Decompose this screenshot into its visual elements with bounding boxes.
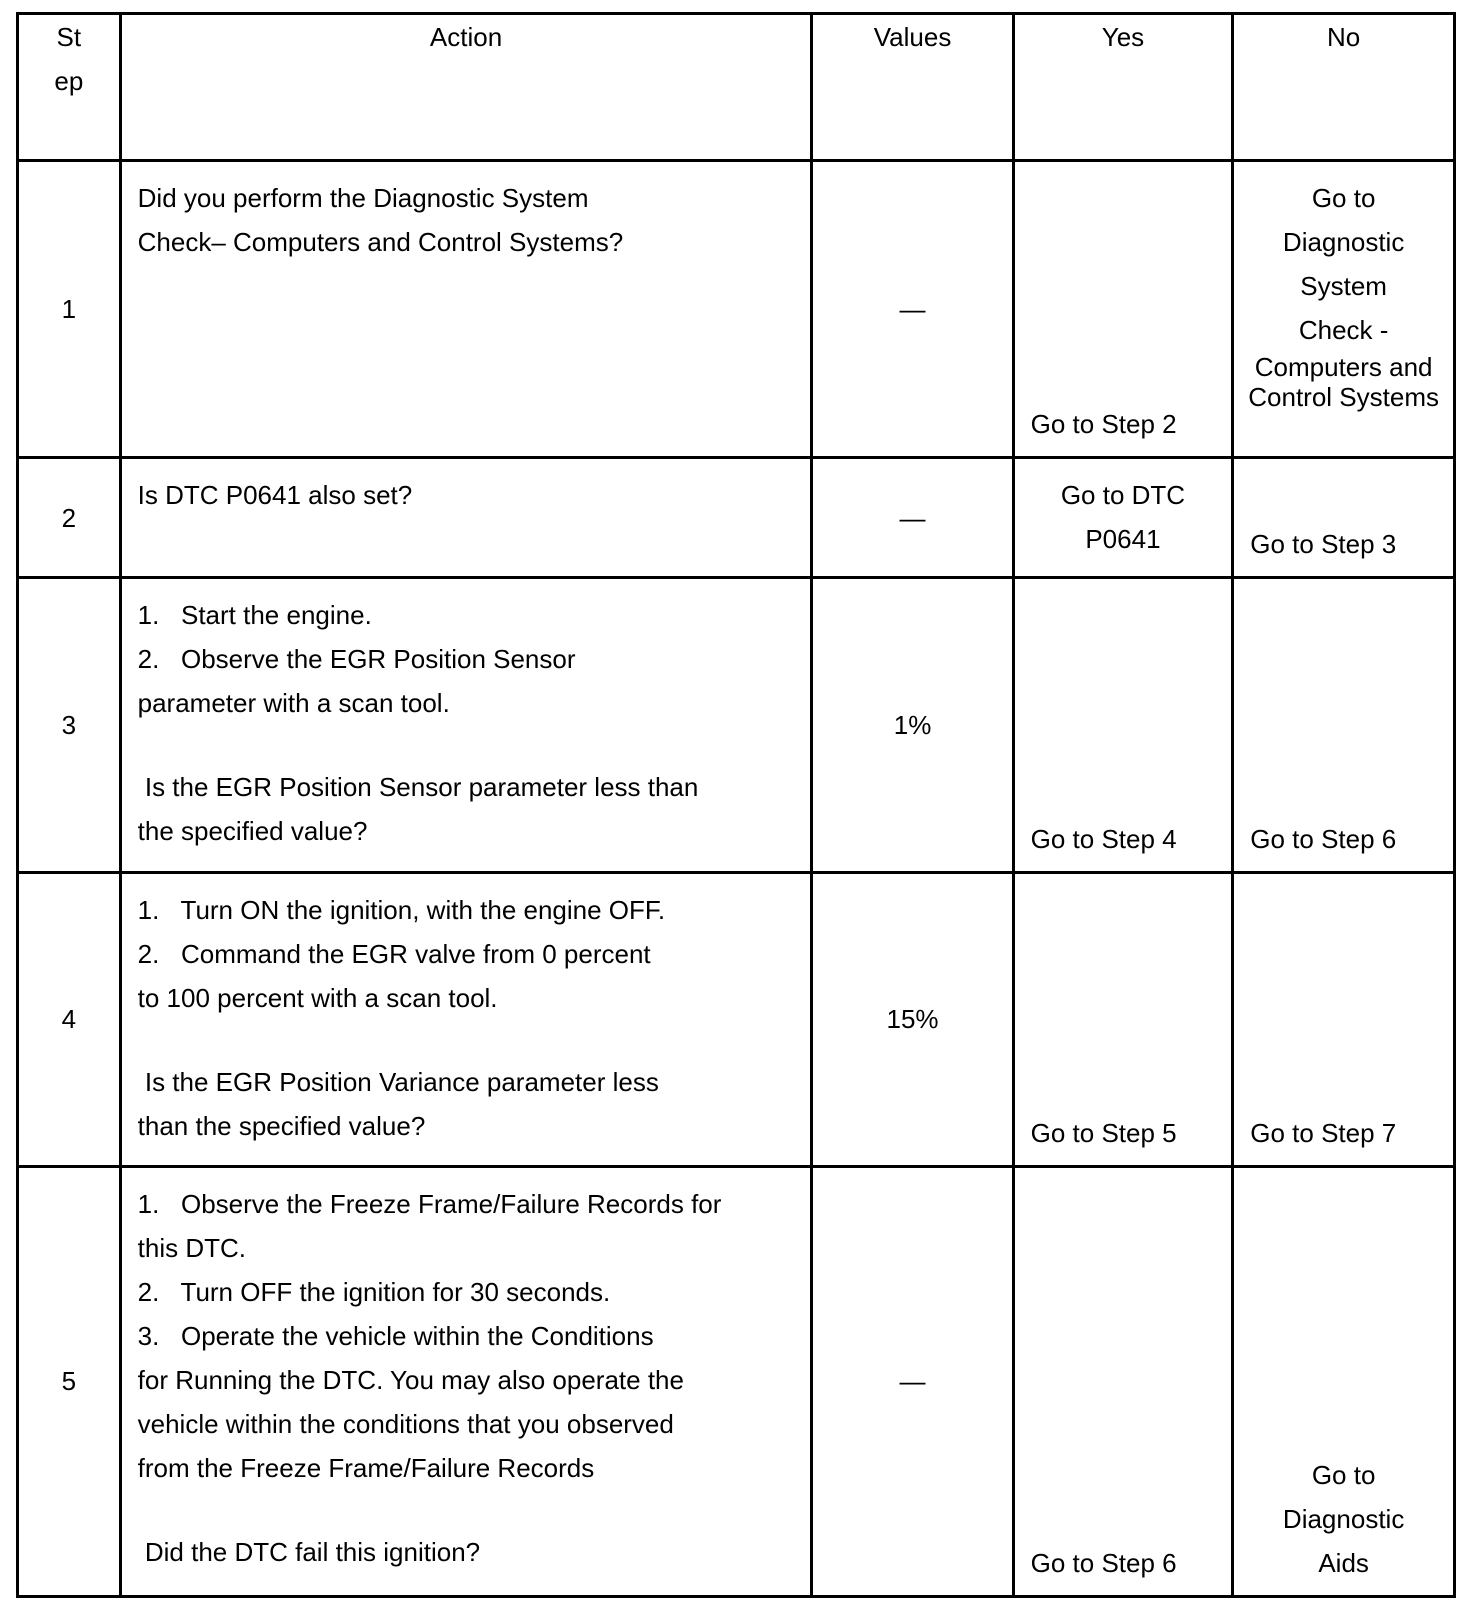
header-action: Action [120,14,812,161]
action-line: Is DTC P0641 also set? [137,480,413,511]
action-line: Did the DTC fail this ignition? [137,1536,481,1567]
no-line: Diagnostic [1282,227,1405,258]
table-row [18,578,1455,873]
yes-line: P0641 [1085,524,1161,555]
no-link[interactable]: Go to Step 6 [1250,824,1397,855]
table-row [18,1166,1455,1596]
header-step-line2: ep [54,66,84,96]
value-cell: — [812,458,1013,578]
value-cell: 15% [812,873,1013,1167]
action-line: to 100 percent with a scan tool. [137,983,498,1014]
yes-cell [1013,873,1233,1167]
header-step [18,14,121,161]
action-line: than the specified value? [137,1111,426,1142]
no-cell [1233,1166,1455,1596]
action-line: 2. Observe the EGR Position Sensor [137,644,576,675]
yes-link[interactable] [1015,459,1232,561]
action-line: 2. Turn OFF the ignition for 30 seconds. [137,1276,611,1307]
action-line: 2. Command the EGR valve from 0 percent [137,939,651,970]
action-cell [120,578,812,873]
header-no: No [1233,14,1455,161]
step-number: 1 [18,161,121,458]
no-line: Go to [1311,1460,1376,1490]
action-line: parameter with a scan tool. [137,688,450,719]
no-line: Diagnostic [1282,1504,1405,1534]
action-line: Check– Computers and Control Systems? [137,227,624,258]
no-line: Computers and [1254,352,1433,383]
action-line: from the Freeze Frame/Failure Records [137,1452,595,1483]
table-row [18,458,1455,578]
header-yes: Yes [1013,14,1233,161]
action-line: this DTC. [137,1232,246,1263]
action-line: Is the EGR Position Variance parameter less [137,1067,659,1098]
action-line: Did you perform the Diagnostic System [137,183,589,214]
action-line: Is the EGR Position Sensor parameter less than [137,772,699,803]
step-number: 3 [18,578,121,873]
yes-link[interactable]: Go to Step 2 [1030,409,1177,440]
yes-cell [1013,161,1233,458]
header-row [18,14,1455,161]
no-line: System [1300,271,1387,302]
action-cell [120,161,812,458]
action-line: the specified value? [137,816,368,847]
action-spacer [138,1490,795,1530]
diagnostic-table [16,12,1456,1598]
yes-cell [1013,458,1233,578]
action-cell [120,1166,812,1596]
no-cell [1233,578,1455,873]
action-spacer [138,1020,795,1060]
yes-link[interactable]: Go to Step 4 [1030,824,1177,855]
no-link[interactable] [1234,162,1453,412]
no-link[interactable]: Go to Step 3 [1250,529,1397,560]
no-line: Aids [1318,1548,1369,1578]
header-step-line1: St [56,22,82,52]
action-cell [120,873,812,1167]
no-line: Check - [1298,315,1389,346]
no-link[interactable] [1234,1453,1453,1585]
no-cell [1233,873,1455,1167]
yes-link[interactable]: Go to Step 6 [1030,1548,1177,1578]
value-cell: — [812,161,1013,458]
action-line: 1. Start the engine. [137,600,372,631]
step-number: 2 [18,458,121,578]
yes-link[interactable]: Go to Step 5 [1030,1117,1177,1148]
table-row [18,161,1455,458]
no-link[interactable]: Go to Step 7 [1250,1117,1397,1148]
action-cell [120,458,812,578]
no-cell [1233,458,1455,578]
no-cell [1233,161,1455,458]
action-line: for Running the DTC. You may also operate the [137,1364,684,1395]
table-row [18,873,1455,1167]
no-line: Control Systems [1248,382,1439,413]
yes-cell [1013,1166,1233,1596]
step-number: 5 [18,1166,121,1596]
yes-cell [1013,578,1233,873]
yes-line: Go to DTC [1060,480,1186,511]
action-line: 1. Observe the Freeze Frame/Failure Records for [137,1188,722,1219]
action-line: 1. Turn ON the ignition, with the engine OFF. [137,895,666,926]
step-number: 4 [18,873,121,1167]
value-cell: — [812,1166,1013,1596]
action-spacer [138,725,795,765]
value-cell: 1% [812,578,1013,873]
action-line: vehicle within the conditions that you observed [137,1408,674,1439]
header-values: Values [812,14,1013,161]
no-line: Go to [1311,183,1376,214]
action-line: 3. Operate the vehicle within the Conditions [137,1320,654,1351]
